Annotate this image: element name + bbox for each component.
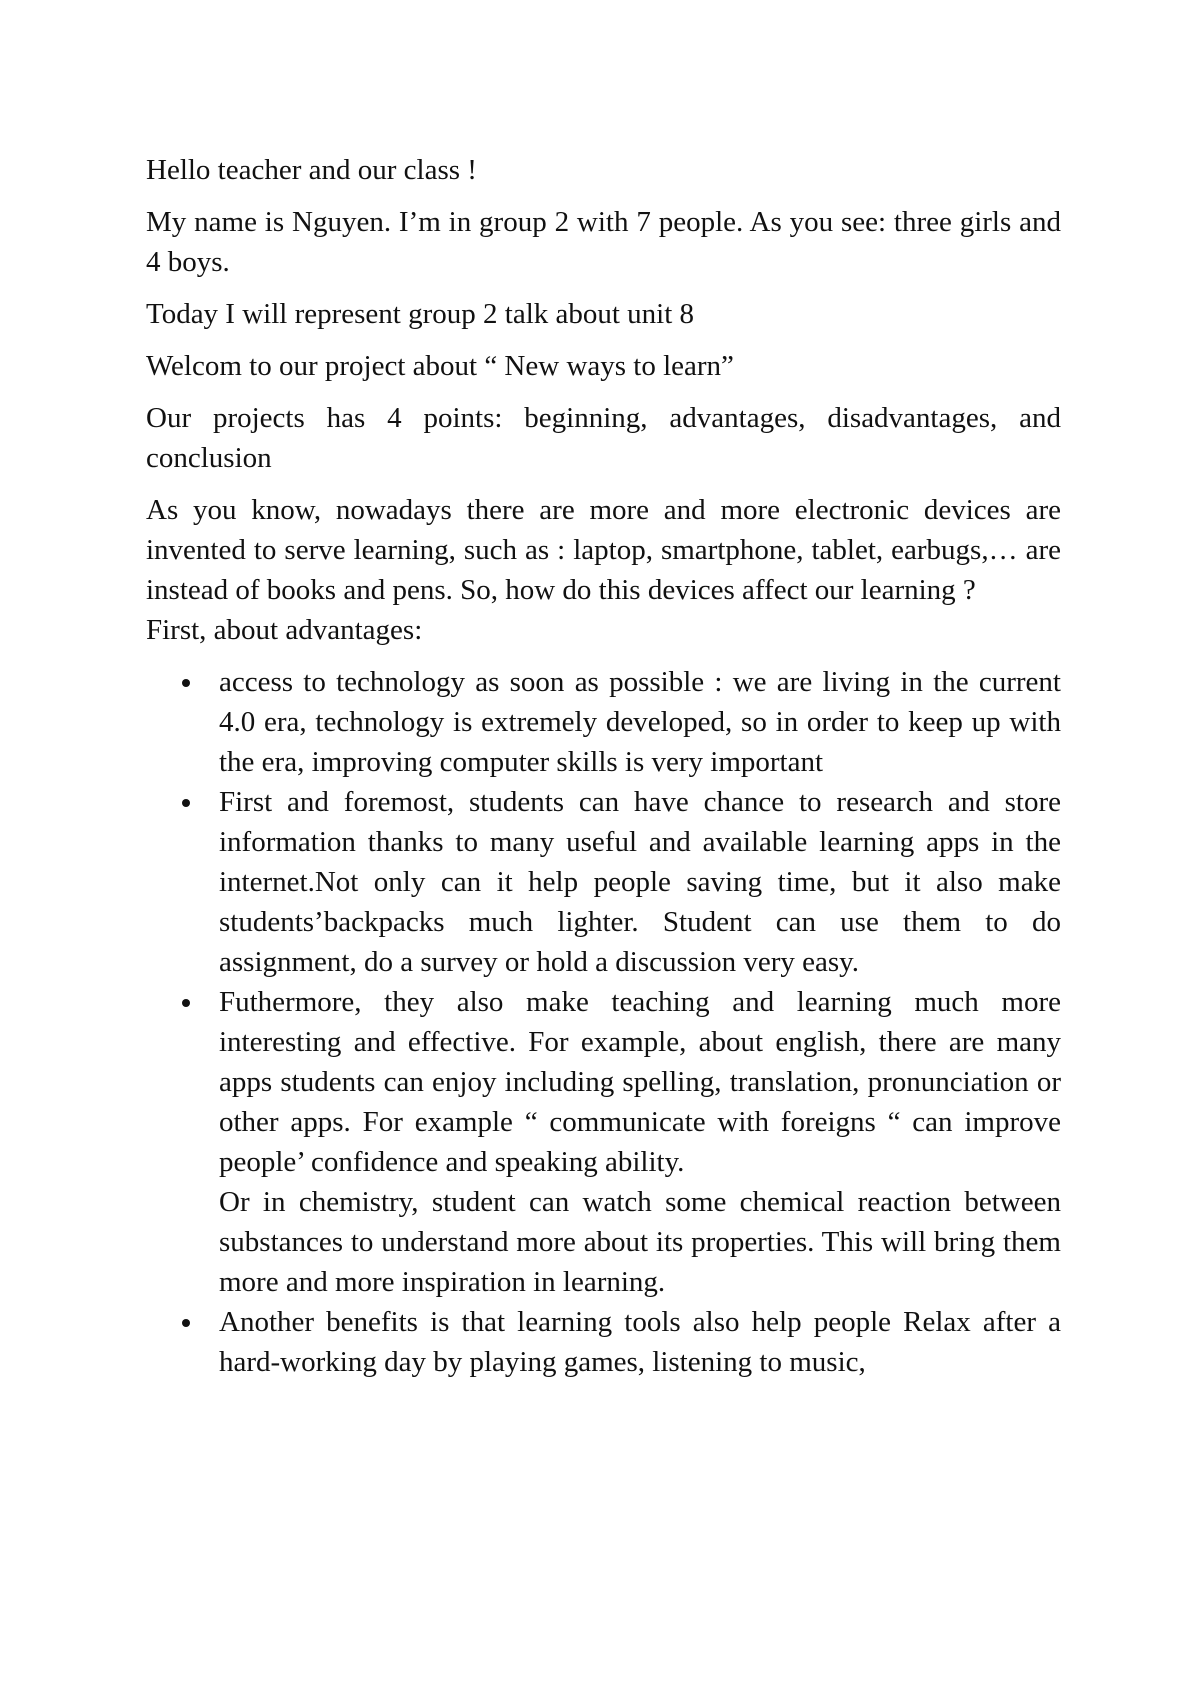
list-item-continuation: Or in chemistry, student can watch some chemical reaction between substances to understand more about its properties. This will bring them more and more inspiration in learning. bbox=[219, 1186, 1061, 1298]
list-item-text: Another benefits is that learning tools also help people Relax after a hard-working day by playing games, listening to music, bbox=[219, 1306, 1061, 1378]
list-item-text: access to technology as soon as possible : we are living in the current 4.0 era, technology is extremely developed, so in order to keep up with the era, improving computer skills is very important bbox=[219, 666, 1061, 778]
outline-paragraph: Our projects has 4 points: beginning, advantages, disadvantages, and conclusion bbox=[146, 402, 1061, 474]
welcome-paragraph: Welcom to our project about “ New ways to learn” bbox=[146, 350, 734, 382]
advantages-list bbox=[146, 662, 1061, 1382]
list-item bbox=[146, 782, 1061, 982]
topic-paragraph: Today I will represent group 2 talk about unit 8 bbox=[146, 298, 695, 330]
document-page bbox=[146, 150, 1061, 1382]
list-item-text: Futhermore, they also make teaching and learning much more interesting and effective. For example, about english, there are many apps students can enjoy including spelling, translation, pronunciation or other apps. For example “ communicate with foreigns “ can improve people’ confidence and speaking ability. bbox=[219, 986, 1061, 1178]
list-item bbox=[146, 982, 1061, 1302]
introduction-paragraph: My name is Nguyen. I’m in group 2 with 7 people. As you see: three girls and 4 boys. bbox=[146, 206, 1061, 278]
greeting-paragraph: Hello teacher and our class ! bbox=[146, 154, 477, 186]
list-item bbox=[146, 1302, 1061, 1382]
list-item bbox=[146, 662, 1061, 782]
context-paragraph: As you know, nowadays there are more and more electronic devices are invented to serve learning, such as : laptop, smartphone, tablet, earbugs,… are instead of books and pens. So, how do this devices affect our learning ? bbox=[146, 494, 1061, 606]
bullet-icon bbox=[182, 999, 190, 1007]
list-item-text: First and foremost, students can have chance to research and store information thanks to many useful and available learning apps in the internet.Not only can it help people saving time, but it also make students’backpacks much lighter. Student can use them to do assignment, do a survey or hold a discussion very easy. bbox=[219, 786, 1061, 978]
bullet-icon bbox=[182, 799, 190, 807]
bullet-icon bbox=[182, 1319, 190, 1327]
bullet-icon bbox=[182, 679, 190, 687]
advantages-heading: First, about advantages: bbox=[146, 614, 423, 646]
